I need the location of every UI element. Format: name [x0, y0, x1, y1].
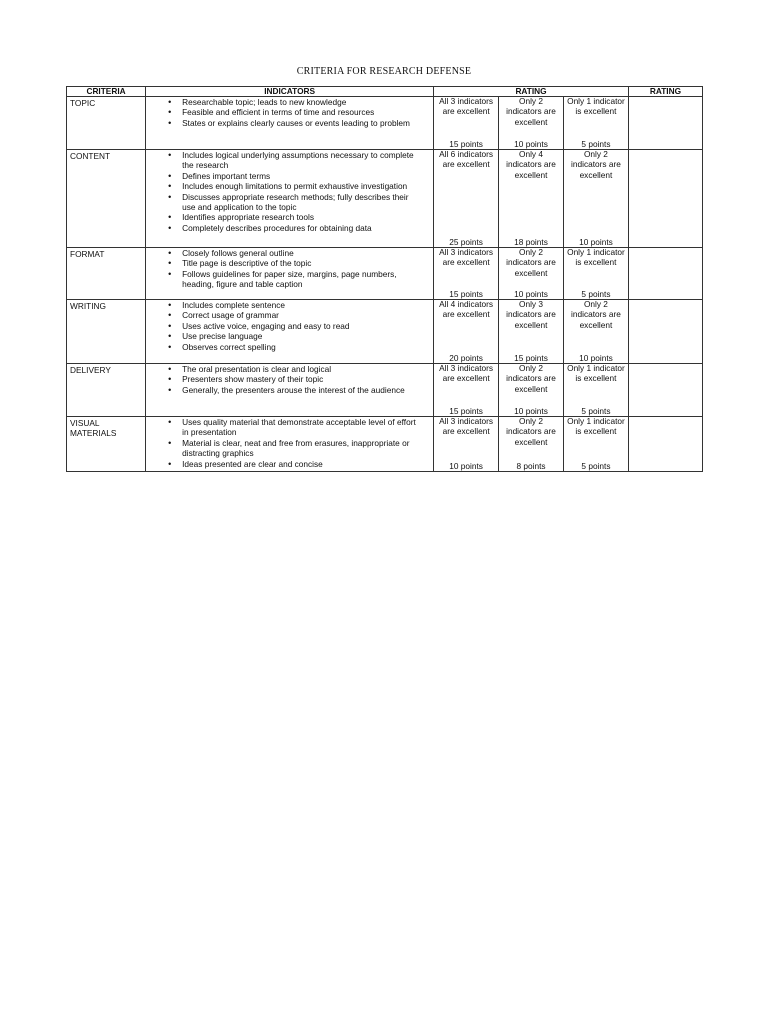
- indicator-item: [168, 438, 423, 459]
- indicator-text: • Includes enough limitations to permit exhaustive investigation: [182, 181, 408, 192]
- indicator-item: [168, 385, 423, 395]
- rating-description: Only 2 indicators are excellent: [506, 416, 556, 447]
- indicators-cell: [146, 364, 434, 417]
- indicator-item: [168, 181, 423, 191]
- indicator-text: • Presenters show mastery of their topic: [182, 374, 324, 385]
- rating-description: Only 2 indicators are excellent: [506, 247, 556, 278]
- indicator-item: [168, 118, 423, 128]
- indicator-item: [168, 150, 423, 171]
- indicator-text: • States or explains clearly causes or events leading to problem: [182, 117, 410, 128]
- rating-description: All 6 indicators are excellent: [439, 149, 494, 170]
- rubric-table: [66, 86, 703, 472]
- rating-description: Only 2 indicators are excellent: [506, 96, 556, 127]
- rating-level-cell: [434, 97, 499, 150]
- rating-level-cell: [499, 248, 564, 300]
- rating-level-cell: [434, 248, 499, 300]
- rating-points: 10 points: [514, 405, 548, 416]
- indicators-cell: [146, 417, 434, 472]
- indicator-item: [168, 310, 423, 320]
- indicators-cell: [146, 300, 434, 364]
- rating-level-cell: [499, 150, 564, 248]
- page-title: CRITERIA FOR RESEARCH DEFENSE: [296, 66, 472, 77]
- rating-description: Only 1 indicator is excellent: [567, 247, 625, 268]
- rating-points: 5 points: [581, 138, 611, 149]
- criteria-cell: DELIVERY: [67, 364, 146, 417]
- rating-points: 15 points: [449, 405, 483, 416]
- rating-level-cell: [563, 417, 628, 472]
- rating-description: All 4 indicators are excellent: [439, 299, 494, 320]
- rating-level-cell: [563, 150, 628, 248]
- indicator-text: • Material is clear, neat and free from erasures, inappropriate or distracting graphics: [182, 437, 410, 459]
- rating-level-cell: [434, 417, 499, 472]
- score-entry-cell[interactable]: [628, 150, 702, 248]
- rating-points: 15 points: [449, 138, 483, 149]
- rating-level-cell: [499, 417, 564, 472]
- rating-points: 10 points: [449, 460, 483, 471]
- rating-description: Only 1 indicator is excellent: [567, 416, 625, 437]
- indicators-cell: [146, 248, 434, 300]
- indicator-item: [168, 459, 423, 469]
- rating-points: 5 points: [581, 405, 611, 416]
- rating-points: 8 points: [516, 460, 546, 471]
- rating-level-cell: [563, 97, 628, 150]
- score-entry-cell[interactable]: [628, 364, 702, 417]
- indicator-list: [168, 248, 427, 290]
- indicator-item: [168, 248, 423, 258]
- indicator-item: [168, 192, 423, 213]
- header-rating-score: RATING: [628, 87, 702, 97]
- rating-level-cell: [563, 364, 628, 417]
- rating-points: 10 points: [579, 236, 613, 247]
- rating-points: 15 points: [514, 352, 548, 363]
- rating-points: 5 points: [581, 460, 611, 471]
- indicator-text: • Includes logical underlying assumptions necessary to complete the research: [182, 150, 414, 171]
- criteria-cell: CONTENT: [67, 150, 146, 248]
- score-entry-cell[interactable]: [628, 300, 702, 364]
- rating-description: Only 4 indicators are excellent: [506, 149, 556, 180]
- rating-description: Only 1 indicator is excellent: [567, 363, 625, 384]
- indicator-text: • Closely follows general outline: [182, 248, 294, 258]
- rating-level-cell: [434, 364, 499, 417]
- rating-description: Only 2 indicators are excellent: [571, 299, 621, 330]
- indicator-item: [168, 364, 423, 374]
- header-criteria: CRITERIA: [67, 87, 146, 97]
- table-row: [67, 364, 703, 417]
- rating-description: Only 3 indicators are excellent: [506, 299, 556, 330]
- rating-points: 18 points: [514, 236, 548, 247]
- indicator-item: [168, 212, 423, 222]
- indicator-list: [168, 300, 427, 352]
- indicator-text: • Defines important terms: [182, 170, 271, 181]
- header-indicators: INDICATORS: [146, 87, 434, 97]
- indicator-text: • Title page is descriptive of the topic: [182, 258, 312, 269]
- criteria-cell: FORMAT: [67, 248, 146, 300]
- rating-description: All 3 indicators are excellent: [439, 363, 494, 384]
- indicator-list: [168, 150, 427, 233]
- indicator-item: [168, 374, 423, 384]
- criteria-cell: TOPIC: [67, 97, 146, 150]
- table-row: [67, 150, 703, 248]
- rating-level-cell: [499, 364, 564, 417]
- table-row: [67, 300, 703, 364]
- indicator-text: • Identifies appropriate research tools: [182, 212, 315, 223]
- indicator-text: • Completely describes procedures for obtaining data: [182, 222, 372, 233]
- indicator-list: [168, 364, 427, 395]
- indicator-item: [168, 342, 423, 352]
- score-entry-cell[interactable]: [628, 417, 702, 472]
- indicator-item: [168, 269, 423, 290]
- indicator-item: [168, 107, 423, 117]
- indicator-text: • Generally, the presenters arouse the interest of the audience: [182, 384, 405, 395]
- indicator-text: • Discusses appropriate research methods; fully describes their use and application to the topic: [182, 191, 409, 213]
- rating-points: 10 points: [514, 288, 548, 299]
- indicators-cell: [146, 97, 434, 150]
- indicators-cell: [146, 150, 434, 248]
- rating-description: All 3 indicators are excellent: [439, 247, 494, 268]
- rating-points: 25 points: [449, 236, 483, 247]
- indicator-text: • The oral presentation is clear and logical: [182, 364, 332, 374]
- indicator-list: [168, 417, 427, 469]
- rating-level-cell: [499, 300, 564, 364]
- rating-points: 5 points: [581, 288, 611, 299]
- criteria-cell: VISUAL MATERIALS: [67, 417, 146, 472]
- rating-description: Only 1 indicator is excellent: [567, 96, 625, 117]
- table-row: [67, 417, 703, 472]
- indicator-item: [168, 321, 423, 331]
- rating-points: 20 points: [449, 352, 483, 363]
- table-row: [67, 248, 703, 300]
- indicator-item: [168, 258, 423, 268]
- indicator-text: • Follows guidelines for paper size, margins, page numbers, heading, figure and table caption: [182, 268, 397, 290]
- rubric-body: [67, 97, 703, 472]
- rating-description: Only 2 indicators are excellent: [571, 149, 621, 180]
- indicator-text: • Feasible and efficient in terms of time and resources: [182, 107, 375, 118]
- score-entry-cell[interactable]: [628, 248, 702, 300]
- rating-points: 15 points: [449, 288, 483, 299]
- indicator-item: [168, 417, 423, 438]
- rating-points: 10 points: [514, 138, 548, 149]
- rating-level-cell: [563, 248, 628, 300]
- rating-level-cell: [563, 300, 628, 364]
- indicator-item: [168, 171, 423, 181]
- rating-points: 10 points: [579, 352, 613, 363]
- criteria-cell: WRITING: [67, 300, 146, 364]
- rating-description: All 3 indicators are excellent: [439, 96, 494, 117]
- table-row: [67, 97, 703, 150]
- rating-level-cell: [434, 150, 499, 248]
- indicator-text: • Researchable topic; leads to new knowledge: [182, 97, 347, 107]
- score-entry-cell[interactable]: [628, 97, 702, 150]
- indicator-text: • Correct usage of grammar: [182, 310, 279, 321]
- indicator-text: • Ideas presented are clear and concise: [182, 458, 323, 469]
- indicator-item: [168, 223, 423, 233]
- indicator-text: • Uses quality material that demonstrate acceptable level of effort in presentation: [182, 417, 416, 438]
- rating-description: All 3 indicators are excellent: [439, 416, 494, 437]
- header-rating: RATING: [434, 87, 629, 97]
- indicator-text: • Uses active voice, engaging and easy to read: [182, 320, 350, 331]
- indicator-list: [168, 97, 427, 128]
- rating-level-cell: [434, 300, 499, 364]
- indicator-text: • Use precise language: [182, 331, 263, 342]
- indicator-text: • Observes correct spelling: [182, 341, 276, 352]
- indicator-item: [168, 97, 423, 107]
- indicator-item: [168, 300, 423, 310]
- rating-description: Only 2 indicators are excellent: [506, 363, 556, 394]
- header-row: [67, 87, 703, 97]
- rating-level-cell: [499, 97, 564, 150]
- indicator-item: [168, 331, 423, 341]
- indicator-text: • Includes complete sentence: [182, 300, 285, 310]
